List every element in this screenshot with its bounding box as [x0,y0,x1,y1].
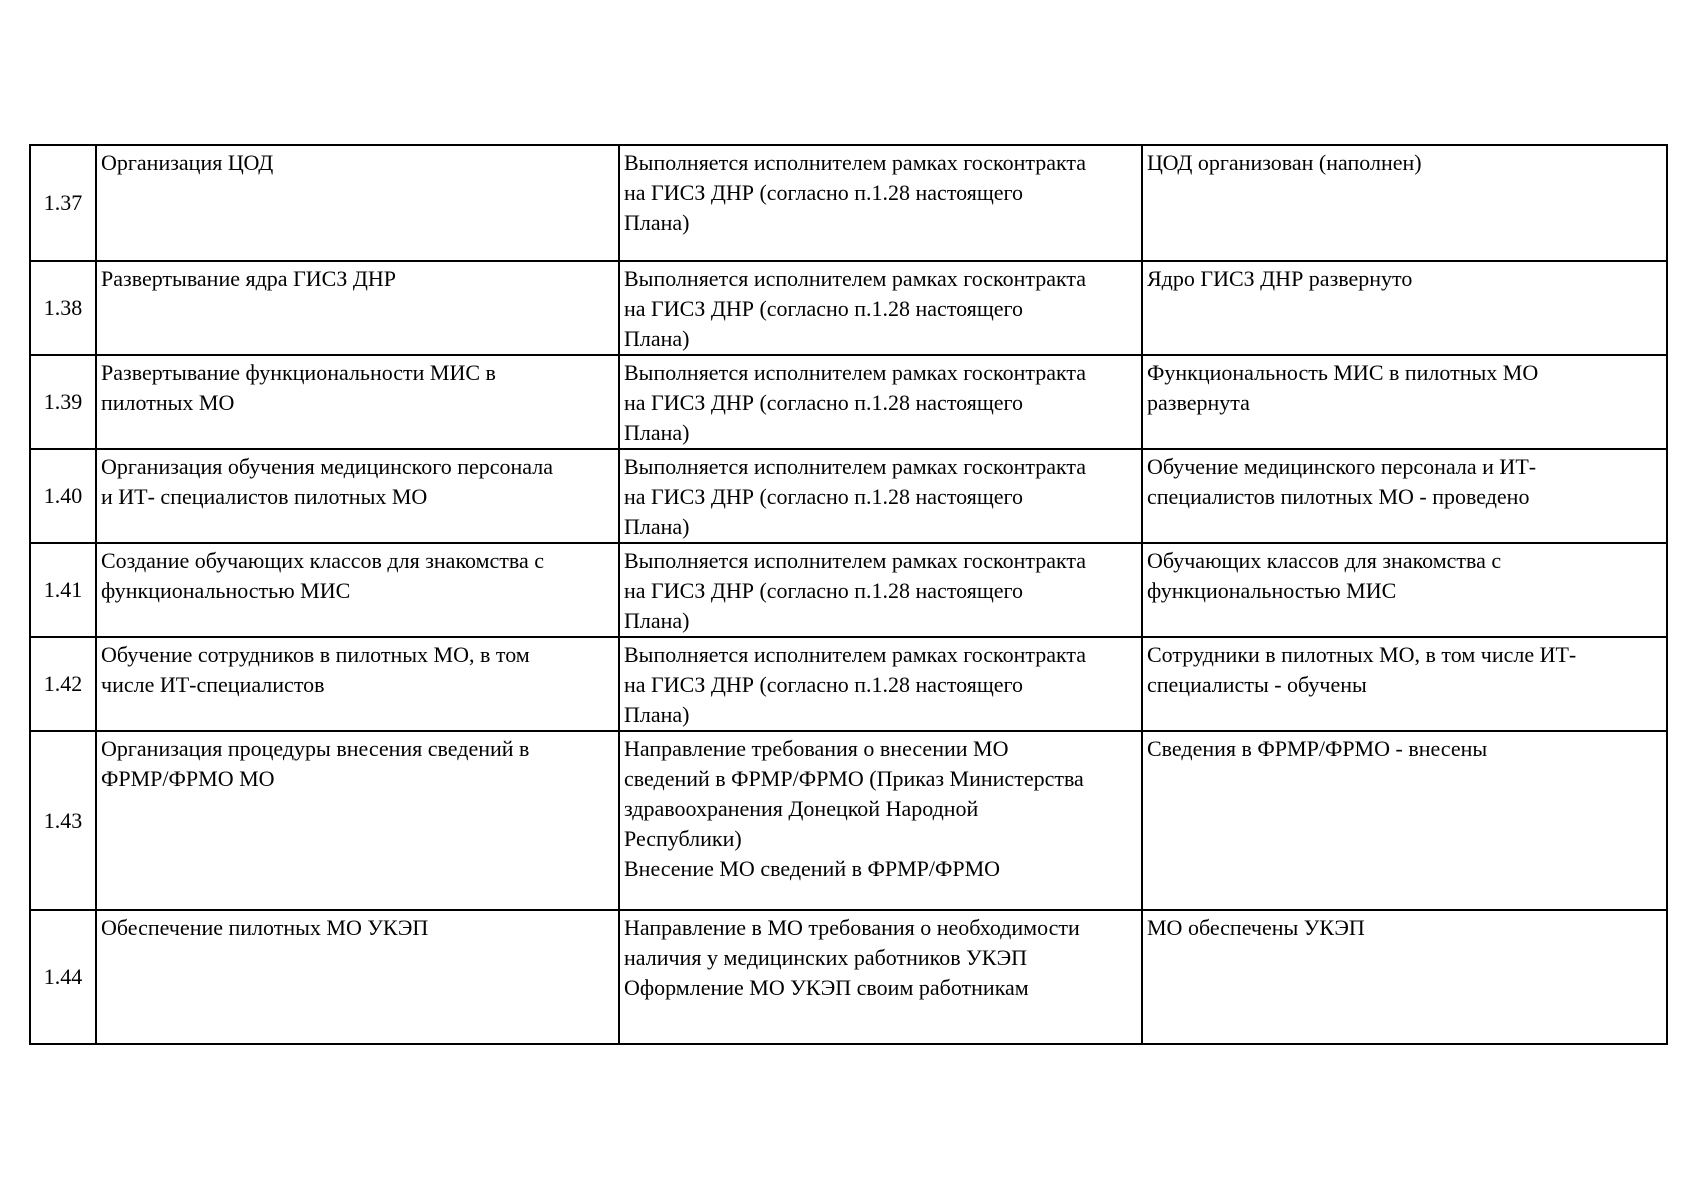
execution-cell: Направление в МО требования о необходимости наличия у медицинских работников УКЭП Оформление МО УКЭП своим работникам [619,910,1142,1044]
activity-cell: Обучение сотрудников в пилотных МО, в том числе ИТ-специалистов [96,637,619,731]
table-row [30,543,1667,637]
table-row [30,355,1667,449]
result-cell: Сведения в ФРМР/ФРМО - внесены [1142,731,1667,910]
result-cell: Функциональность МИС в пилотных МО развернута [1142,355,1667,449]
row-number: 1.43 [30,731,96,910]
plan-table [29,144,1668,1045]
execution-cell: Выполняется исполнителем рамках госконтракта на ГИСЗ ДНР (согласно п.1.28 настоящего Плана) [619,261,1142,355]
row-number: 1.41 [30,543,96,637]
table-row [30,449,1667,543]
row-number: 1.39 [30,355,96,449]
table-row [30,910,1667,1044]
table-row [30,731,1667,910]
activity-cell: Обеспечение пилотных МО УКЭП [96,910,619,1044]
activity-cell: Организация ЦОД [96,145,619,261]
execution-cell: Выполняется исполнителем рамках госконтракта на ГИСЗ ДНР (согласно п.1.28 настоящего Плана) [619,449,1142,543]
row-number: 1.38 [30,261,96,355]
result-cell: Сотрудники в пилотных МО, в том числе ИТ- специалисты - обучены [1142,637,1667,731]
row-number: 1.40 [30,449,96,543]
result-cell: Ядро ГИСЗ ДНР развернуто [1142,261,1667,355]
row-number: 1.44 [30,910,96,1044]
execution-cell: Направление требования о внесении МО сведений в ФРМР/ФРМО (Приказ Министерства здравоохранения Донецкой Народной Республики) Внесение МО сведений в ФРМР/ФРМО [619,731,1142,910]
execution-cell: Выполняется исполнителем рамках госконтракта на ГИСЗ ДНР (согласно п.1.28 настоящего Плана) [619,637,1142,731]
activity-cell: Развертывание функциональности МИС в пилотных МО [96,355,619,449]
execution-cell: Выполняется исполнителем рамках госконтракта на ГИСЗ ДНР (согласно п.1.28 настоящего Плана) [619,543,1142,637]
result-cell: МО обеспечены УКЭП [1142,910,1667,1044]
result-cell: Обучающих классов для знакомства с функциональностью МИС [1142,543,1667,637]
table-row [30,145,1667,261]
execution-cell: Выполняется исполнителем рамках госконтракта на ГИСЗ ДНР (согласно п.1.28 настоящего Плана) [619,355,1142,449]
result-cell: ЦОД организован (наполнен) [1142,145,1667,261]
activity-cell: Организация обучения медицинского персонала и ИТ- специалистов пилотных МО [96,449,619,543]
table-row [30,261,1667,355]
row-number: 1.37 [30,145,96,261]
row-number: 1.42 [30,637,96,731]
activity-cell: Создание обучающих классов для знакомства с функциональностью МИС [96,543,619,637]
plan-table-body [30,145,1667,1044]
activity-cell: Организация процедуры внесения сведений в ФРМР/ФРМО МО [96,731,619,910]
table-row [30,637,1667,731]
activity-cell: Развертывание ядра ГИСЗ ДНР [96,261,619,355]
result-cell: Обучение медицинского персонала и ИТ- специалистов пилотных МО - проведено [1142,449,1667,543]
execution-cell: Выполняется исполнителем рамках госконтракта на ГИСЗ ДНР (согласно п.1.28 настоящего Плана) [619,145,1142,261]
